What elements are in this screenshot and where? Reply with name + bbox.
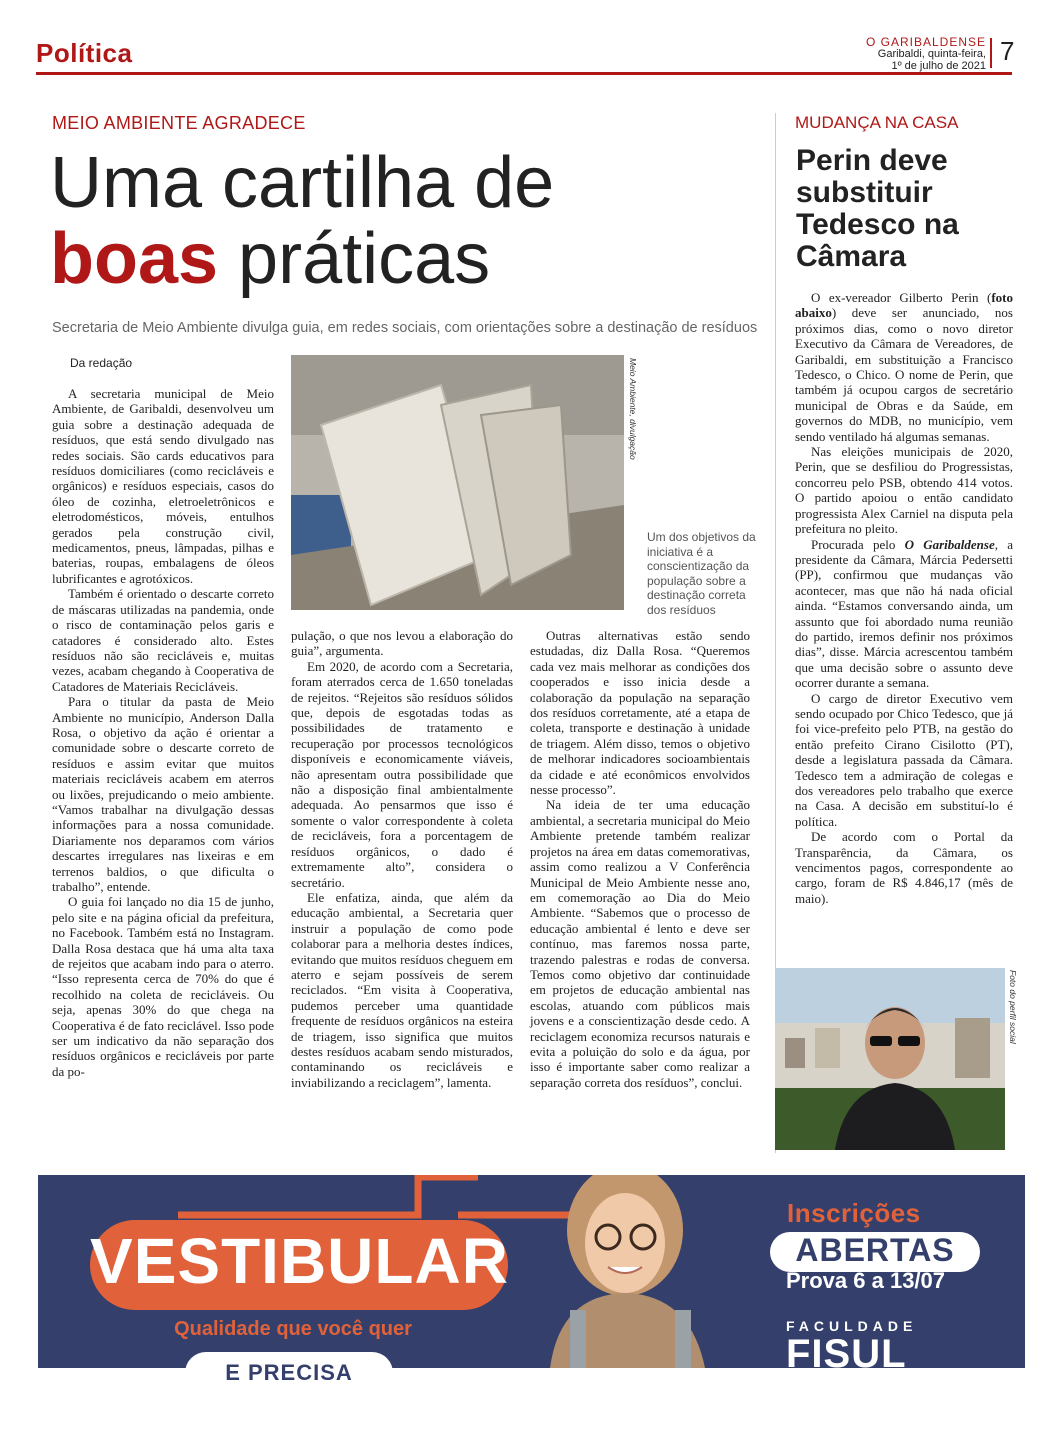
headline-line-2: práticas [218, 219, 491, 299]
paragraph: A secretaria municipal de Meio Ambiente, de Garibaldi, desenvolveu um guia sobre a destinação adequada de resíduos, que está sendo divulgado nas redes sociais. São cards educativos para resíduos domiciliares (como recicláveis e orgânicos) e resíduos especiais, casos do óleo de cozinha, eletroeletrônicos e eletrodomésticos, móveis, entulhos gerados pela construção civil, medicamentos, pneus, lâmpadas, pilhas e baterias, roupas, embalagens de óleos lubrificantes e agrotóxicos. [52, 386, 274, 586]
side-article-headline: Perin deve substituir Tedesco na Câmara [796, 144, 959, 273]
photo-caption: Um dos objetivos da iniciativa é a conscientização da população sobre a destinação correta dos resíduos [647, 530, 756, 617]
dateline-line-2: 1º de julho de 2021 [891, 60, 986, 72]
paragraph: O guia foi lançado no dia 15 de junho, pelo site e na página oficial da prefeitura, no Facebook. Também está no Instagram. Dalla Rosa destaca que há uma alta taxa de rejeitos que acabam indo para o aterro. “Isso representa cerca de 70% do que é recolhido na coleta de recicláveis. Ou seja, apenas 30% do que chega na Cooperativa é de fato reciclável. Isso pode ser um indicativo da não separação dos resíduos orgânicos e recicláveis por parte da po- [52, 894, 274, 1079]
paragraph: O cargo de diretor Executivo vem sendo ocupado por Chico Tedesco, que já foi vice-prefeito pelo PTB, na gestão do então prefeito Cirano Cisilotto (PT), desde a legislatura passada da Câmara. Tedesco tem a admiração de colegas e dos vereadores pelo trabalho que exerce na Casa. A decisão em substituí-lo é política. [795, 690, 1013, 829]
paper-name: O GARIBALDENSE [865, 35, 986, 49]
side-article-kicker: MUDANÇA NA CASA [795, 113, 959, 132]
page-number: 7 [1000, 36, 1015, 66]
ad-cta-label[interactable]: E PRECISA [225, 1360, 353, 1385]
page-number-divider [990, 38, 992, 68]
paragraph: Para o titular da pasta de Meio Ambiente no município, Anderson Dalla Rosa, o objetivo da ação é orientar a comunidade sobre o descarte correto de resíduos e assim evitar que muitos materiais recicláveis acabem em aterros ou lixões, prejudicando o meio ambiente. “Vamos trabalhar na divulgação dessas informações para a nossa comunidade. Diariamente nos deparamos com vários descartes irregulares nas lixeiras e em terrenos baldios, o que dificulta o trabalho”, entende. [52, 694, 274, 894]
paragraph: pulação, o que nos levou a elaboração do guia”, argumenta. [291, 628, 513, 659]
portrait-photo [775, 968, 1005, 1150]
mattress-photo [291, 355, 624, 610]
photo-credit: Meio Ambiente, divulgação [628, 358, 638, 460]
article-subhead: Secretaria de Meio Ambiente divulga guia, em redes sociais, com orientações sobre a destinação de resíduos [52, 320, 758, 336]
paragraph: Outras alternativas estão sendo estudadas, diz Dalla Rosa. “Queremos cada vez mais melhorar as condições dos cooperados e isso inicia desde a colaboração da população na separação dos resíduos corretamente, até a etapa de coleta, transporte e destinação à unidade de triagem. Além disso, temos o objetivo de melhorar indicadores socioambientais da cidade e até econômicos envolvidos nesse processo”. [530, 628, 750, 798]
paragraph: Também é orientado o descarte correto de máscaras utilizadas na pandemia, onde o risco de contaminação pelos garis e catadores é considerado alto. Estes resíduos não são recicláveis e, muitas vezes, acabam chegando à Cooperativa de Catadores de Materiais Recicláveis. [52, 586, 274, 694]
paragraph: Procurada pelo O Garibaldense, a presidente da Câmara, Márcia Pedersetti (PP), confirmou que mudanças vão acontecer, mas que não há nada oficial ainda. “Estamos conversando ainda, um assunto que foi abordado numa reunião do partido, iremos definir nos próximos dias”, disse. Márcia acrescentou também que uma decisão sobre o assunto deve ocorrer durante a semana. [795, 536, 1013, 691]
ad-brand-logo: FISUL [786, 1332, 907, 1376]
ad-faculdade: FACULDADE [786, 1318, 918, 1334]
article-headline [50, 145, 770, 297]
paragraph: De acordo com o Portal da Transparência, da Câmara, os vencimentos pagos, correspondente ao cargo, foram de R$ 4.846,17 (mês de maio). [795, 829, 1013, 906]
paragraph: O ex-vereador Gilberto Perin (foto abaixo) deve ser anunciado, nos próximos dias, como o novo diretor Executivo da Câmara de Vereadores, de Garibaldi, em substituição a Francisco Tedesco, o Chico. O nome de Perin, que também já ocupou cargos de secretário municipal de Obras e da Saúde, em governos do MDB, no município, vem sendo ventilado há algumas semanas. [795, 290, 1013, 444]
headline-emphasis: boas [50, 219, 219, 299]
ad-inscricoes: Inscrições [787, 1198, 921, 1228]
ad-subtitle: Qualidade que você quer [174, 1318, 412, 1340]
article-byline: Da redação [70, 356, 133, 370]
dateline-line-1: Garibaldi, quinta-feira, [877, 48, 986, 60]
masthead [866, 36, 986, 72]
article-column-3 [530, 628, 750, 1090]
article-kicker: MEIO AMBIENTE AGRADECE [52, 113, 306, 133]
headline-line-1: Uma cartilha de [50, 143, 555, 223]
paragraph: Em 2020, de acordo com a Secretaria, foram aterrados cerca de 1.650 toneladas de rejeitos. “Rejeitos são resíduos sólidos que, depois de esgotadas todas as possibilidades de tratamento e recuperação por processos tecnológicos disponíveis e economicamente viáveis, não apresentam outra possibilidade que não a disposição final ambientalmente adequada. Ao pensarmos que isso é somente o valor correspondente à coleta de recicláveis, fora a porcentagem de resíduos orgânicos, o dado é extremamente alto”, considera o secretário. [291, 658, 513, 890]
section-rule [36, 72, 1012, 75]
article-column-2 [291, 628, 513, 1090]
side-article-body [795, 290, 1013, 906]
ad-model-photo [500, 1175, 730, 1368]
ad-title: VESTIBULAR [90, 1225, 509, 1297]
paragraph: Na ideia de ter uma educação ambiental, a secretaria municipal do Meio Ambiente pretende também realizar projetos na área em datas comemorativas, assim como realizou a V Conferência Municipal de Meio Ambiente nesse ano, em comemoração ao Dia do Meio Ambiente. “Sabemos que o processo de educação ambiental é lento e deve ser contínuo, mas faremos nossa parte, trazendo palestras e rodas de conversa. Temos como objetivo dar continuidade em projetos de educação ambiental nas escolas, atuando com públicos mais jovens e a conscientização desde cedo. A reciclagem economiza recursos naturais e evita a poluição do solo e da água, por isso é importante saber como realizar a separação correta dos resíduos”, conclui. [530, 797, 750, 1090]
paragraph: Nas eleições municipais de 2020, Perin, que se desfiliou do Progressistas, concorreu pelo PSB, obtendo 414 votos. O partido apoiou o então candidato progressista Alex Carniel na disputa pela prefeitura no pleito. [795, 444, 1013, 537]
ad-abertas: ABERTAS [795, 1232, 955, 1268]
paragraph: Ele enfatiza, ainda, que além da educação ambiental, a Secretaria quer instruir a população de como pode colaborar para a melhoria destes índices, evitando que muitos resíduos cheguem em aterro e sejam possíveis de serem reciclados. “Em visita à Cooperativa, pudemos perceber uma quantidade frequente de resíduos orgânicos na esteira de triagem, isso significa que muitos destes resíduos acabam sendo misturados, contaminando os recicláveis e inviabilizando a reciclagem”, lamenta. [291, 889, 513, 1090]
section-title: Política [36, 38, 133, 68]
article-column-1 [52, 386, 274, 1079]
photo-credit: Foto do perfil social [1008, 970, 1018, 1044]
ad-exam-dates: Prova 6 a 13/07 [786, 1268, 946, 1293]
